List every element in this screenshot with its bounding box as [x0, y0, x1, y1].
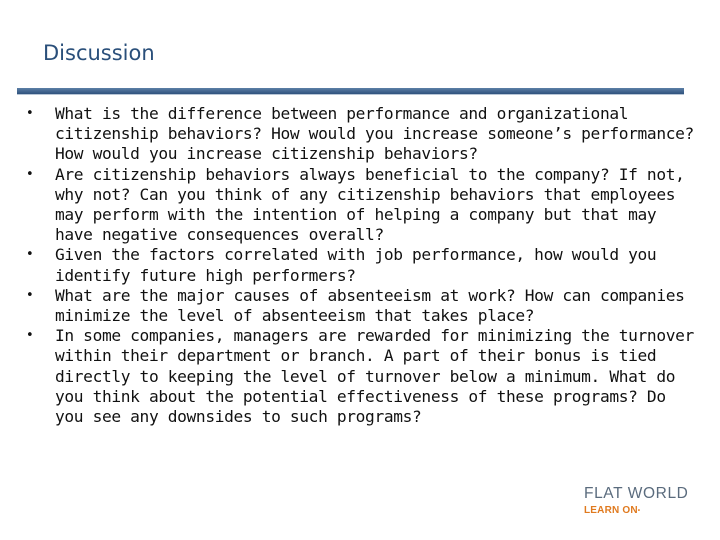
discussion-list	[26, 104, 698, 427]
trademark-icon: •	[637, 508, 641, 514]
list-item: • What is the difference between performance and organizational citizenship behaviors? How would you increase someone’s performance? How would you increase citizenship behaviors?	[26, 104, 698, 165]
list-item: • Given the factors correlated with job performance, how would you identify future high performers?	[26, 245, 698, 285]
list-item: • What are the major causes of absenteeism at work? How can companies minimize the level of absenteeism that takes place?	[26, 286, 698, 326]
title-divider	[17, 88, 684, 95]
flat-world-logo	[584, 486, 688, 517]
list-item: • In some companies, managers are rewarded for minimizing the turnover within their department or branch. A part of their bonus is tied directly to keeping the level of turnover below a minimum. What do you think about the potential effectiveness of these programs? Do you see any downsides to such programs?	[26, 326, 698, 427]
logo-wordmark: FLAT WORLD	[584, 485, 689, 502]
list-item: • Are citizenship behaviors always beneficial to the company? If not, why not? Can you think of any citizenship behaviors that employees may perform with the intention of helping a company but that may have negative consequences overall?	[26, 165, 698, 246]
logo-tagline	[584, 505, 688, 517]
logo-tagline-text: LEARN ON	[584, 505, 638, 516]
slide-title: Discussion	[43, 41, 155, 65]
